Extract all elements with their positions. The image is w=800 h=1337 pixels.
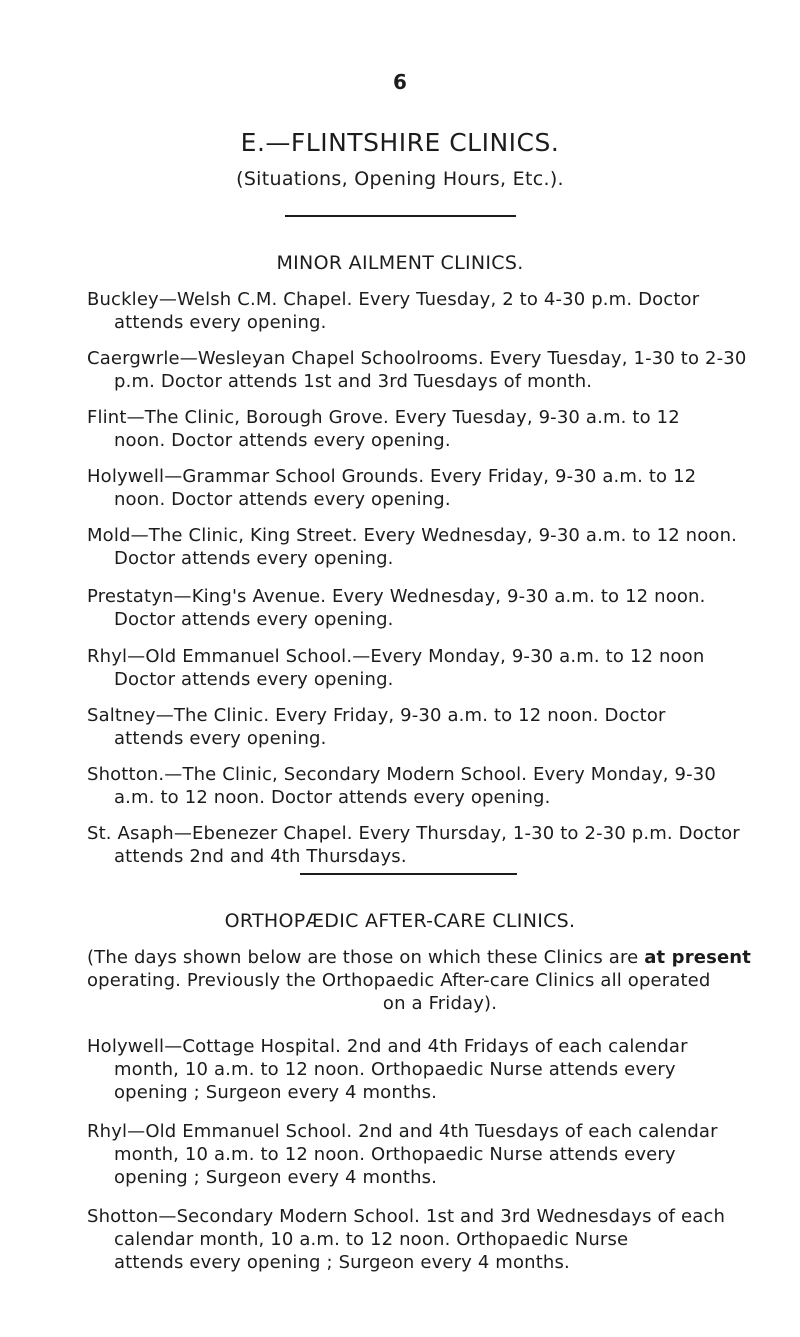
clinic-entry-line: Rhyl—Old Emmanuel School. 2nd and 4th Tuesdays of each calendar [87,1121,718,1142]
note-line: operating. Previously the Orthopaedic After-care Clinics all operated [87,970,711,991]
clinic-entry-shotton [87,763,795,809]
clinic-entry-line: opening ; Surgeon every 4 months. [114,1167,438,1188]
clinic-entry-line: calendar month, 10 a.m. to 12 noon. Orthopaedic Nurse [114,1229,629,1250]
clinic-entry-line: Buckley—Welsh C.M. Chapel. Every Tuesday, 2 to 4-30 p.m. Doctor [87,289,700,310]
note-emphasis: at present [644,947,752,968]
clinic-entry-line: Doctor attends every opening. [114,669,394,690]
page-number: 6 [393,70,407,94]
clinic-entry-line: month, 10 a.m. to 12 noon. Orthopaedic Nurse attends every [114,1144,676,1165]
clinic-entry-prestatyn [87,585,795,631]
note-line [87,946,793,969]
clinic-entry-line: Holywell—Cottage Hospital. 2nd and 4th Fridays of each calendar [87,1036,688,1057]
clinic-entry-line: St. Asaph—Ebenezer Chapel. Every Thursday, 1-30 to 2-30 p.m. Doctor [87,823,740,844]
document-title: E.—FLINTSHIRE CLINICS. [240,128,560,157]
minor-ailment-heading: MINOR AILMENT CLINICS. [276,252,524,274]
clinic-entry-line: Shotton.—The Clinic, Secondary Modern School. Every Monday, 9-30 [87,764,716,785]
clinic-entry-line: Caergwrle—Wesleyan Chapel Schoolrooms. Every Tuesday, 1-30 to 2-30 [87,348,747,369]
clinic-entry-holywell [87,465,795,511]
clinic-entry-line: Mold—The Clinic, King Street. Every Wednesday, 9-30 a.m. to 12 noon. [87,525,737,546]
clinic-entry-saltney [87,704,795,750]
orthopaedic-heading: ORTHOPÆDIC AFTER-CARE CLINICS. [224,910,576,932]
ortho-entry-rhyl [87,1120,795,1189]
clinic-entry-line: attends every opening ; Surgeon every 4 months. [114,1252,570,1273]
clinic-entry-line: Rhyl—Old Emmanuel School.—Every Monday, 9-30 a.m. to 12 noon [87,646,705,667]
clinic-entry-line: Prestatyn—King's Avenue. Every Wednesday, 9-30 a.m. to 12 noon. [87,586,706,607]
section-divider [300,873,517,875]
note-text: (The days shown below are those on which these Clinics are [87,947,645,968]
clinic-entry-line: month, 10 a.m. to 12 noon. Orthopaedic Nurse attends every [114,1059,676,1080]
clinic-entry-line: attends 2nd and 4th Thursdays. [114,846,407,867]
clinic-entry-buckley [87,288,795,334]
clinic-entry-line: attends every opening. [114,728,327,749]
note-line: on a Friday). [382,993,498,1014]
clinic-entry-line: Shotton—Secondary Modern School. 1st and 3rd Wednesdays of each [87,1206,726,1227]
clinic-entry-rhyl [87,645,795,691]
clinic-entry-line: noon. Doctor attends every opening. [114,430,451,451]
clinic-entry-line: Doctor attends every opening. [114,548,394,569]
ortho-entry-shotton [87,1205,795,1274]
clinic-entry-flint [87,406,795,452]
clinic-entry-line: Flint—The Clinic, Borough Grove. Every Tuesday, 9-30 a.m. to 12 [87,407,680,428]
clinic-entry-line: Holywell—Grammar School Grounds. Every Friday, 9-30 a.m. to 12 [87,466,697,487]
document-subtitle: (Situations, Opening Hours, Etc.). [236,168,564,190]
ortho-entry-holywell [87,1035,795,1104]
clinic-entry-line: opening ; Surgeon every 4 months. [114,1082,438,1103]
clinic-entry-line: Doctor attends every opening. [114,609,394,630]
clinic-entry-line: a.m. to 12 noon. Doctor attends every opening. [114,787,551,808]
clinic-entry-mold [87,524,795,570]
clinic-entry-caergwrle [87,347,795,393]
clinic-entry-line: noon. Doctor attends every opening. [114,489,451,510]
orthopaedic-note [87,946,793,1015]
clinic-entry-line: Saltney—The Clinic. Every Friday, 9-30 a.m. to 12 noon. Doctor [87,705,666,726]
clinic-entry-st-asaph [87,822,795,868]
section-divider [285,215,516,217]
clinic-entry-line: p.m. Doctor attends 1st and 3rd Tuesdays of month. [114,371,593,392]
clinic-entry-line: attends every opening. [114,312,327,333]
